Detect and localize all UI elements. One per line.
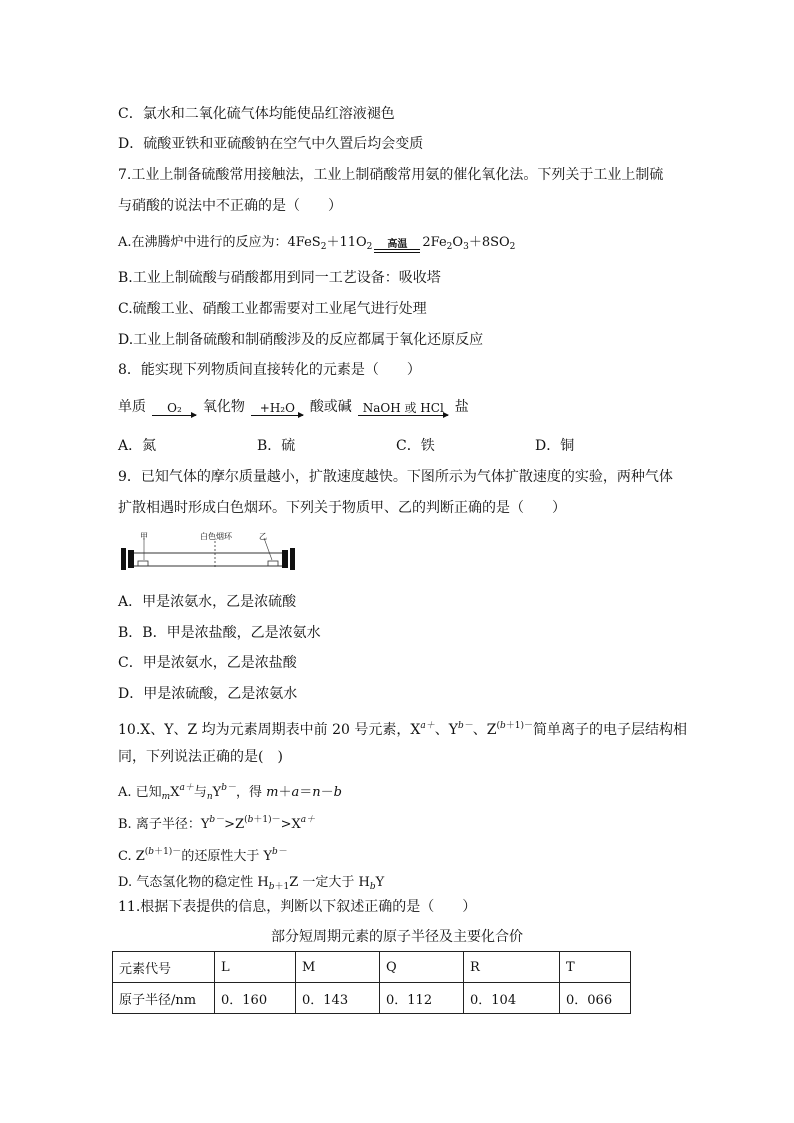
q6-option-c: C．氯水和二氧化硫气体均能使品红溶液褪色 bbox=[118, 106, 395, 122]
chain-substance-2: 氧化物 bbox=[202, 399, 245, 415]
q10-option-d: D. 气态氢化物的稳定性 $H_{b+1}Z$ 一定大于 $H_bY$ bbox=[118, 875, 385, 892]
q8-option-d: D．铜 bbox=[535, 438, 575, 454]
chain-substance-4: 盐 bbox=[454, 399, 469, 415]
atomic-radius-table bbox=[112, 951, 631, 1014]
q7-option-b: B.工业上制硫酸与硝酸都用到同一工艺设备：吸收塔 bbox=[118, 270, 441, 286]
q8-option-a: A．氮 bbox=[118, 438, 157, 454]
q9-stem-line2: 扩散相遇时形成白色烟环。下列关于物质甲、乙的判断正确的是（ ） bbox=[118, 500, 566, 516]
table-header-row bbox=[113, 952, 631, 983]
reaction-arrow-2 bbox=[251, 401, 303, 422]
arrow-label-3: NaOH 或 HCl bbox=[362, 401, 444, 415]
tube-label-right: 乙 bbox=[259, 532, 267, 541]
q7-stem-line2: 与硝酸的说法中不正确的是（ ） bbox=[118, 198, 342, 214]
table-cell: 0．160 bbox=[215, 983, 296, 1014]
table-cell: 0．112 bbox=[380, 983, 464, 1014]
q10-stem-part1: 10.X、Y、Z 均为元素周期表中前 20 号元素，X bbox=[118, 722, 421, 738]
table-row bbox=[113, 983, 631, 1014]
q8-stem: 8．能实现下列物质间直接转化的元素是（ ） bbox=[118, 362, 421, 378]
table-header-cell: M bbox=[296, 952, 380, 983]
q11-stem: 11.根据下表提供的信息，判断以下叙述正确的是（ ） bbox=[118, 899, 477, 915]
table-header-cell: T bbox=[560, 952, 631, 983]
q10-option-a: A. 已知$_mX^{a+}$与$_nY^{b-}$，得 m＋a＝n－b bbox=[118, 783, 342, 802]
q9-option-c: C．甲是浓氨水，乙是浓盐酸 bbox=[118, 655, 297, 671]
q8-option-c: C．铁 bbox=[396, 438, 435, 454]
table-cell: 0．143 bbox=[296, 983, 380, 1014]
q9-option-b: B．B．甲是浓盐酸，乙是浓氨水 bbox=[118, 625, 321, 641]
diffusion-tube-diagram bbox=[118, 530, 298, 576]
q8-conversion-chain bbox=[118, 392, 469, 422]
q9-option-d: D．甲是浓硫酸，乙是浓氨水 bbox=[118, 686, 298, 702]
table-header-cell: L bbox=[215, 952, 296, 983]
table-cell: 0．066 bbox=[560, 983, 631, 1014]
q8-options bbox=[118, 436, 678, 456]
arrow-label-1: O₂ bbox=[167, 401, 182, 415]
tube-label-middle: 白色烟环 bbox=[200, 532, 232, 541]
q10-option-c: C. $Z^{(b+1)-}$的还原性大于 $Y^{b-}$ bbox=[118, 847, 287, 864]
table-header-cell: R bbox=[464, 952, 560, 983]
q10-stem-part2: 简单离子的电子层结构相 bbox=[533, 722, 687, 738]
q10-stem-line1: 10.X、Y、Z 均为元素周期表中前 20 号元素，$X^{a+}$、$Y^{b-}$、$Z^{(b+1)-}$简单离子的电子层结构相 bbox=[118, 721, 687, 738]
q7-option-c: C.硫酸工业、硝酸工业都需要对工业尾气进行处理 bbox=[118, 301, 427, 317]
reaction-arrow-3 bbox=[358, 401, 448, 422]
q8-option-b: B．硫 bbox=[257, 438, 296, 454]
q7-stem-line1: 7.工业上制备硫酸常用接触法，工业上制硝酸常用氨的催化氧化法。下列关于工业上制硫 bbox=[118, 167, 664, 183]
q7-option-a: A.在沸腾炉中进行的反应为：$4FeS_2+11O_2$ 高温 $2Fe_2O_3+8SO_2$ bbox=[118, 233, 515, 257]
arrow-label-2: +H₂O bbox=[259, 401, 295, 415]
q7a-prefix: A.在沸腾炉中进行的反应为： bbox=[118, 235, 288, 250]
tube-label-left: 甲 bbox=[140, 532, 148, 541]
q9-option-a: A．甲是浓氨水，乙是浓硫酸 bbox=[118, 594, 297, 610]
reaction-arrow-1 bbox=[152, 401, 196, 422]
equals-sign-with-condition bbox=[374, 237, 420, 257]
table-header-cell: 元素代号 bbox=[113, 952, 215, 983]
q6-option-d: D．硫酸亚铁和亚硫酸钠在空气中久置后均会变质 bbox=[118, 136, 424, 152]
q10-option-b: B. 离子半径：$Y^{b-}>Z^{(b+1)-}>X^{a+}$ bbox=[118, 815, 316, 832]
reaction-condition: 高温 bbox=[387, 239, 408, 250]
q9-stem-line1: 9．已知气体的摩尔质量越小，扩散速度越快。下图所示为气体扩散速度的实验，两种气体 bbox=[118, 469, 673, 485]
table-header-cell: Q bbox=[380, 952, 464, 983]
q7-option-d: D.工业上制备硫酸和制硝酸涉及的反应都属于氧化还原反应 bbox=[118, 332, 484, 348]
table-row-label: 原子半径/nm bbox=[113, 983, 215, 1014]
table-caption: 部分短周期元素的原子半径及主要化合价 bbox=[271, 929, 523, 945]
q10-stem-line2: 同，下列说法正确的是( ) bbox=[118, 749, 283, 765]
table-cell: 0．104 bbox=[464, 983, 560, 1014]
chain-substance-3: 酸或碱 bbox=[309, 399, 352, 415]
chain-substance-1: 单质 bbox=[118, 399, 146, 415]
